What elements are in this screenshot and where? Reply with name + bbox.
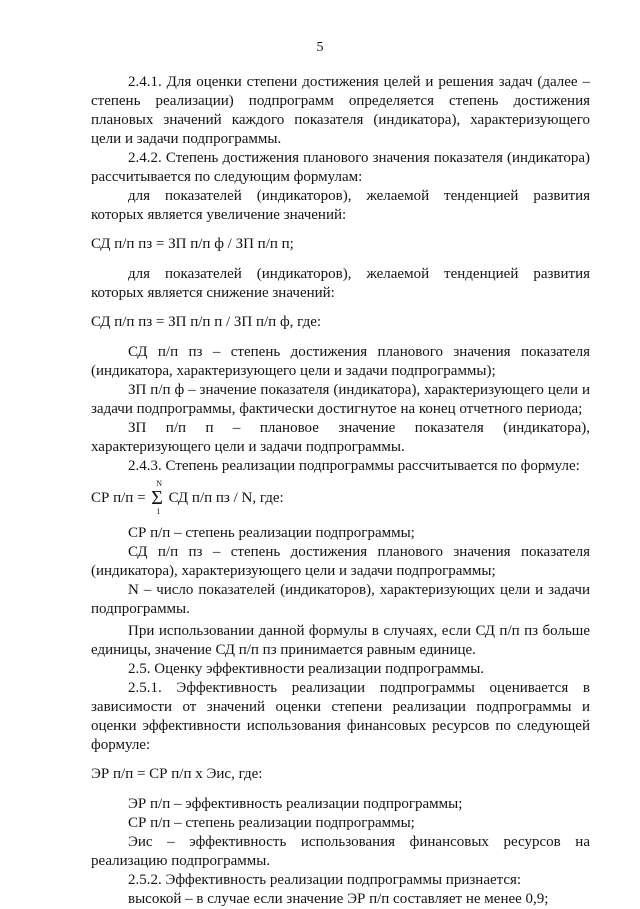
definition-zp-plan: ЗП п/п п – плановое значение показателя (индикатора), характеризующего цели и задачи подпрограммы. <box>91 420 590 455</box>
definition-zp-fact: ЗП п/п ф – значение показателя (индикатора), характеризующего цели и задачи подпрограммы, фактически достигнутое на конец отчетного периода; <box>91 382 590 417</box>
sum-sigma-symbol <box>151 479 163 516</box>
paragraph-2-4-1-first-line: 2.4.1. Для оценки степени достижения целей и решения задач (далее – <box>128 74 590 90</box>
paragraph-2-4-3: 2.4.3. Степень реализации подпрограммы рассчитывается по формуле: <box>128 458 580 474</box>
paragraph-2-5-1: 2.5.1. Эффективность реализации подпрограммы оценивается в зависимости от значений оценки степени реализации подпрограммы и оценки эффективности использования финансовых ресурсов по следующей формуле: <box>91 680 590 753</box>
definition-er: ЭР п/п – эффективность реализации подпрограммы; <box>128 796 463 812</box>
paragraph-high-efficiency: высокой – в случае если значение ЭР п/п составляет не менее 0,9; <box>128 891 549 907</box>
formula-sr-left: СР п/п = <box>91 490 150 506</box>
formula-increase: СД п/п пз = ЗП п/п ф / ЗП п/п п; <box>91 236 294 252</box>
paragraph-2-5-2: 2.5.2. Эффективность реализации подпрограммы признается: <box>128 872 522 888</box>
paragraph-formula-usage: При использовании данной формулы в случаях, если СД п/п пз больше единицы, значение СД п/п пз принимается равным единице. <box>91 623 590 658</box>
paragraph-2-4-2: 2.4.2. Степень достижения планового значения показателя (индикатора) рассчитывается по следующим формулам: <box>91 150 590 185</box>
paragraph-2-4-1: степень реализации) подпрограмм определяется степень достижения плановых значений каждого показателя (индикатора), характеризующего цели и задачи подпрограммы. <box>91 93 590 147</box>
paragraph-decrease-indicators: для показателей (индикаторов), желаемой тенденцией развития которых является снижение значений: <box>91 266 590 301</box>
definition-eis: Эис – эффективность использования финансовых ресурсов на реализацию подпрограммы. <box>91 834 590 869</box>
sum-lower-limit: 1 <box>156 507 161 516</box>
paragraph-2-5: 2.5. Оценку эффективности реализации подпрограммы. <box>128 661 485 677</box>
formula-er: ЭР п/п = СР п/п х Эис, где: <box>91 766 263 782</box>
sum-sigma: Σ <box>151 487 163 509</box>
definition-sd: СД п/п пз – степень достижения планового значения показателя (индикатора, характеризующего цели и задачи подпрограммы); <box>91 344 590 379</box>
formula-sr <box>91 479 590 516</box>
definition-sd-2: СД п/п пз – степень достижения планового значения показателя (индикатора), характеризующего цели и задачи подпрограммы; <box>91 544 590 579</box>
definition-sr-2: СР п/п – степень реализации подпрограммы; <box>128 815 415 831</box>
formula-decrease: СД п/п пз = ЗП п/п п / ЗП п/п ф, где: <box>91 314 322 330</box>
document-body <box>91 73 590 909</box>
definition-n: N – число показателей (индикаторов), характеризующих цели и задачи подпрограммы. <box>91 582 590 617</box>
sum-upper-limit: N <box>156 479 163 488</box>
paragraph-increase-indicators: для показателей (индикаторов), желаемой тенденцией развития которых является увеличение значений: <box>91 188 590 223</box>
formula-sr-right: СД п/п пз / N, где: <box>164 490 284 506</box>
definition-sr: СР п/п – степень реализации подпрограммы; <box>128 525 415 541</box>
page-number: 5 <box>316 40 324 55</box>
